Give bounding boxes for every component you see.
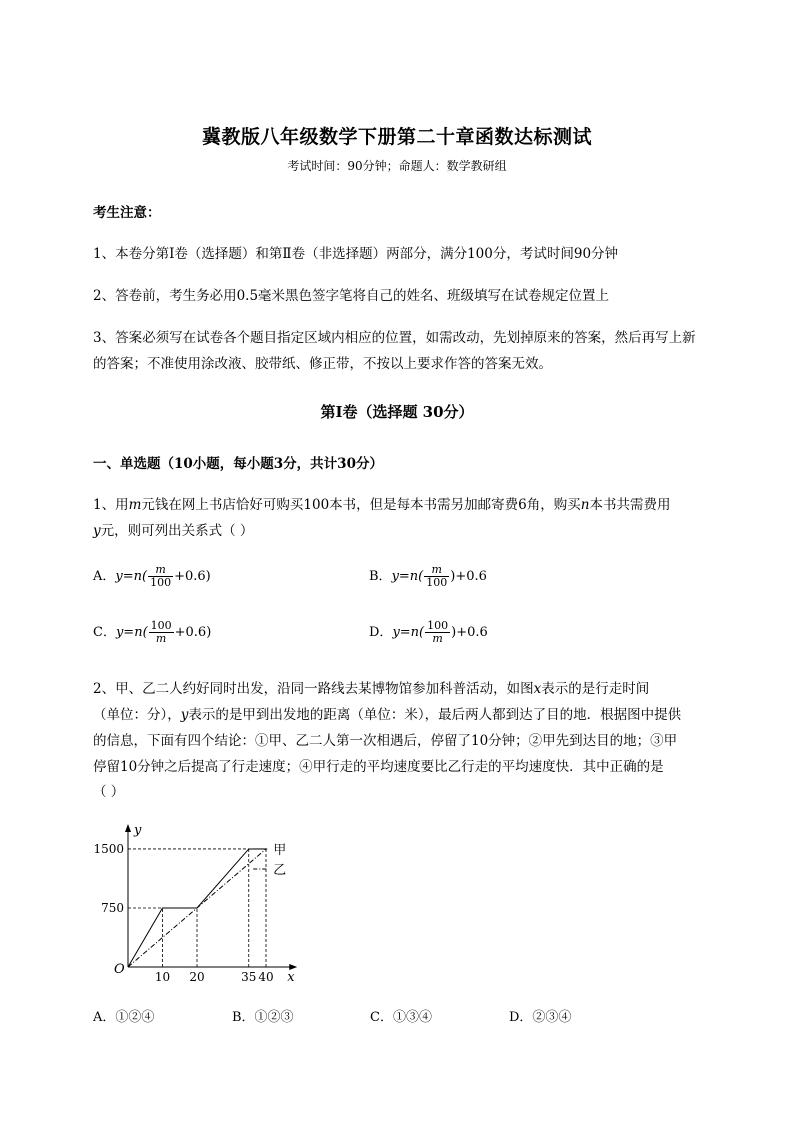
q2-option-c[interactable]: C．①③④ — [370, 1010, 432, 1025]
notice-item-2: 2、答卷前，考生务必用0.5毫米黑色签字笔将自己的姓名、班级填写在试卷规定位置上 — [93, 288, 610, 304]
y-axis-arrow — [125, 824, 131, 832]
q1-stem-line2: y元，则可列出关系式（ ） — [93, 523, 254, 539]
x-tick-label: 20 — [189, 970, 205, 984]
y-tick-label: 750 — [101, 900, 124, 915]
y-tick-label: 1500 — [93, 841, 124, 856]
notice-item-3: 3、答案必须写在试卷各个题目指定区域内相应的位置，如需改动，先划掉原来的答案，然后再写上新 — [93, 330, 696, 346]
distance-time-chart — [88, 820, 348, 985]
origin-label: O — [114, 962, 125, 977]
q1-option-c[interactable]: C．y=n( $\frac{100}{m}$ +0.6) — [93, 619, 212, 646]
x-axis-label: x — [287, 970, 295, 985]
q1-option-b[interactable]: B．y=n( $\frac{m}{100}$ )+0.6 — [369, 563, 487, 590]
notice-item-1: 1、本卷分第Ⅰ卷（选择题）和第Ⅱ卷（非选择题）两部分，满分100分，考试时间90分钟 — [93, 246, 619, 262]
q1-option-d[interactable]: D．y=n( $\frac{100}{m}$ )+0.6 — [369, 619, 488, 646]
q2-stem-line2: （单位：分），y表示的是甲到出发地的距离（单位：米），最后两人都到达了目的地．根据图中提供 — [93, 707, 682, 723]
notice-heading: 考生注意： — [93, 205, 161, 221]
x-tick-label: 35 — [241, 970, 257, 984]
q2-stem-line4: 停留10分钟之后提高了行走速度；④甲行走的平均速度要比乙行走的平均速度快．其中正确的是 — [93, 759, 664, 775]
y-axis-label: y — [134, 823, 142, 838]
q1-option-a[interactable]: A．y=n( $\frac{m}{100}$ +0.6) — [93, 563, 211, 590]
part-heading: 一、单选题（10小题，每小题3分，共计30分） — [93, 456, 383, 472]
q2-stem-line3: 的信息，下面有四个结论：①甲、乙二人第一次相遇后，停留了10分钟；②甲先到达目的地；③甲 — [93, 733, 678, 749]
q1-stem-line1: 1、用m元钱在网上书店恰好可购买100本书，但是每本书需另加邮寄费6角，购买n本书共需费用 — [93, 497, 671, 513]
x-tick-label: 10 — [154, 970, 171, 984]
q2-option-a[interactable]: A．①②④ — [93, 1010, 155, 1025]
notice-item-3-cont: 的答案；不准使用涂改液、胶带纸、修正带，不按以上要求作答的答案无效。 — [93, 356, 552, 372]
q2-stem-line1: 2、甲、乙二人约好同时出发，沿同一路线去某博物馆参加科普活动，如图x表示的是行走时间 — [93, 681, 650, 697]
legend-label-jia: 甲 — [273, 842, 287, 858]
legend-label-yi: 乙 — [273, 862, 287, 878]
exam-subtitle: 考试时间：90分钟；命题人：数学教研组 — [287, 159, 507, 173]
x-tick-label: 40 — [258, 970, 274, 984]
q2-option-b[interactable]: B．①②③ — [232, 1010, 294, 1025]
section-title: 第Ⅰ卷（选择题 30分） — [320, 403, 474, 421]
q2-stem-line5: （ ） — [93, 784, 125, 800]
q2-option-d[interactable]: D．②③④ — [509, 1010, 572, 1025]
exam-title: 冀教版八年级数学下册第二十章函数达标测试 — [201, 126, 592, 148]
